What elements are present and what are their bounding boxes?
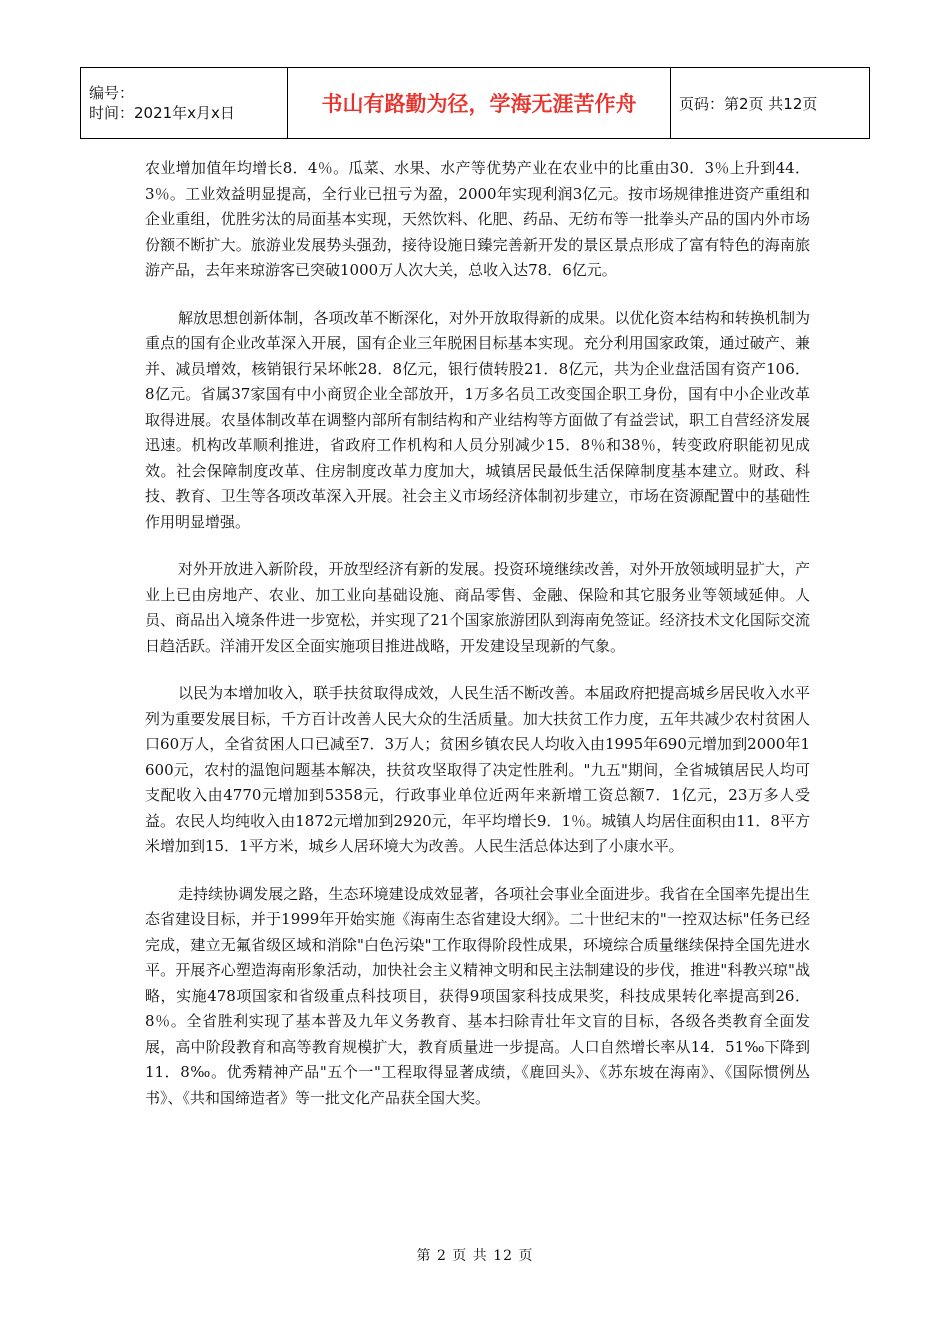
paragraph-1: 农业增加值年均增长8．4％。瓜菜、水果、水产等优势产业在农业中的比重由30．3％上升到44．3％。工业效益明显提高，全行业已扭亏为盈，2000年实现利润3亿元。按市场规律推进资产重组和企业重组，优胜劣汰的局面基本实现，天然饮料、化肥、药品、无纺布等一批拳头产品的国内外市场份额不断扩大。旅游业发展势头强劲，接待设施日臻完善新开发的景区景点形成了富有特色的海南旅游产品，去年来琼游客已突破1000万人次大关，总收入达78．6亿元。 xyxy=(145,159,810,279)
header-meta-cell xyxy=(81,68,288,139)
header-page-label: 页码：第2页 共12页 xyxy=(679,94,818,113)
page-footer: 第 2 页 共 12 页 xyxy=(416,1248,534,1264)
paragraph-2: 解放思想创新体制，各项改革不断深化，对外开放取得新的成果。以优化资本结构和转换机制为重点的国有企业改革深入开展，国有企业三年脱困目标基本实现。充分利用国家政策，通过破产、兼并、减员增效，核销银行呆坏帐28．8亿元，银行债转股21．8亿元，共为企业盘活国有资产106．8亿元。省属37家国有中小商贸企业全部放开，1万多名员工改变国企职工身份，国有中小企业改革取得进展。农垦体制改革在调整内部所有制结构和产业结构等方面做了有益尝试，职工自营经济发展迅速。机构改革顺利推进，省政府工作机构和人员分别减少15．8％和38％，转变政府职能初见成效。社会保障制度改革、住房制度改革力度加大，城镇居民最低生活保障制度基本建立。财政、科技、教育、卫生等各项改革深入开展。社会主义市场经济体制初步建立，市场在资源配置中的基础性作用明显增强。 xyxy=(145,308,810,531)
serial-number-label: 编号： xyxy=(89,84,135,102)
date-label: 时间：2021年x月x日 xyxy=(89,104,235,122)
page-number-cell xyxy=(671,68,870,139)
paragraph-3: 对外开放进入新阶段，开放型经济有新的发展。投资环境继续改善，对外开放领域明显扩大，产业上已由房地产、农业、加工业向基础设施、商品零售、金融、保险和其它服务业等领域延伸。人员、商品出入境条件进一步宽松，并实现了21个国家旅游团队到海南免签证。经济技术文化国际交流日趋活跃。洋浦开发区全面实施项目推进战略，开发建设呈现新的气象。 xyxy=(145,560,810,655)
paragraph-5: 走持续协调发展之路，生态环境建设成效显著，各项社会事业全面进步。我省在全国率先提出生态省建设目标，并于1999年开始实施《海南生态省建设大纲》。二十世纪末的"一控双达标"任务已经完成，建立无氟省级区域和消除"白色污染"工作取得阶段性成果，环境综合质量继续保持全国先进水平。开展齐心塑造海南形象活动，加快社会主义精神文明和民主法制建设的步伐，推进"科教兴琼"战略，实施478项国家和省级重点科技项目，获得9项国家科技成果奖，科技成果转化率提高到26．8％。全省胜利实现了基本普及九年义务教育、基本扫除青壮年文盲的目标，各级各类教育全面发展，高中阶段教育和高等教育规模扩大，教育质量进一步提高。人口自然增长率从14．51‰下降到11．8‰。优秀精神产品"五个一"工程取得显著成绩，《鹿回头》、《苏东坡在海南》、《国际惯例丛书》、《共和国缔造者》等一批文化产品获全国大奖。 xyxy=(145,884,810,1107)
motto-cell xyxy=(288,68,671,139)
document-body xyxy=(145,156,810,1133)
header-motto: 书山有路勤为径，学海无涯苦作舟 xyxy=(321,92,637,116)
paragraph-4: 以民为本增加收入，联手扶贫取得成效，人民生活不断改善。本届政府把提高城乡居民收入水平列为重要发展目标，千方百计改善人民大众的生活质量。加大扶贫工作力度，五年共减少农村贫困人口60万人，全省贫困人口已减至7．3万人；贫困乡镇农民人均收入由1995年690元增加到2000年1600元，农村的温饱问题基本解决，扶贫攻坚取得了决定性胜利。"九五"期间，全省城镇居民人均可支配收入由4770元增加到5358元，行政事业单位近两年来新增工资总额7．1亿元，23万多人受益。农民人均纯收入由1872元增加到2920元，年平均增长9．1％。城镇人均居住面积由11．8平方米增加到15．1平方米，城乡人居环境大为改善。人民生活总体达到了小康水平。 xyxy=(145,684,810,855)
document-header xyxy=(80,67,870,139)
